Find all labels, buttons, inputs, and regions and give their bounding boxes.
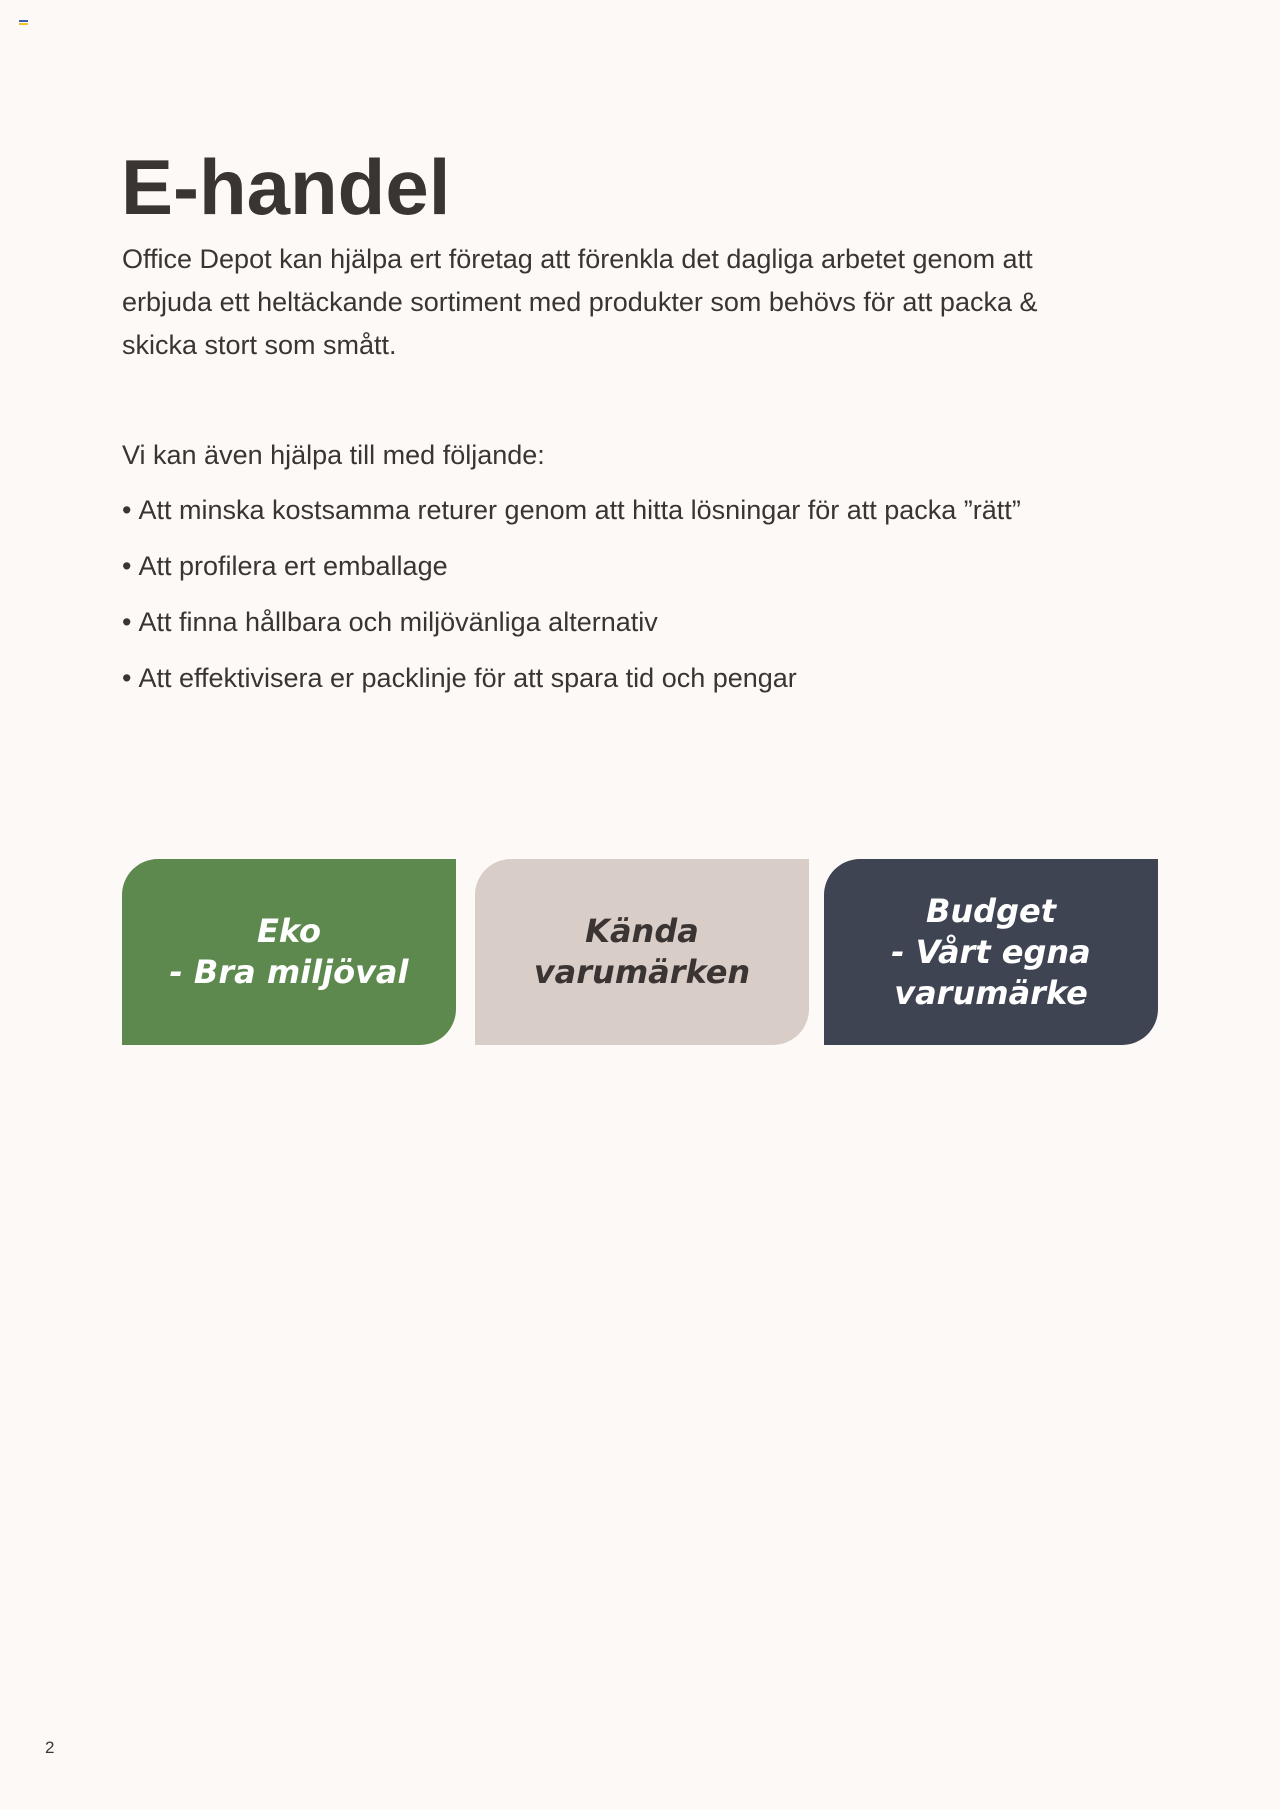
bullet-list: [122, 489, 1172, 713]
card-kanda-text: [534, 911, 750, 993]
lead-paragraph: Vi kan även hjälpa till med följande:: [122, 440, 545, 470]
intro-paragraph: Office Depot kan hjälpa ert företag att förenkla det dagliga arbetet genom att erbjuda ett heltäckande sortiment med produkter som behövs för att packa & skicka stort som smått.: [122, 244, 1038, 360]
page-title: E-handel: [121, 143, 451, 231]
card-budget-text: [891, 891, 1091, 1014]
bullet-item: • Att minska kostsamma returer genom att hitta lösningar för att packa ”rätt”: [122, 489, 1172, 532]
card-kanda-varumarken: [475, 859, 809, 1045]
card-kanda-line: varumärken: [533, 953, 751, 991]
page-number: 2: [45, 1738, 55, 1757]
card-eko-line: Eko: [257, 912, 321, 950]
swedish-flag-icon: [19, 20, 28, 27]
card-eko: [122, 859, 456, 1045]
card-kanda-line: Kända: [585, 912, 699, 950]
card-budget-line: Budget: [926, 891, 1056, 930]
card-eko-text: [170, 911, 409, 993]
category-cards: [122, 859, 1158, 1045]
bullet-item: • Att finna hållbara och miljövänliga alternativ: [122, 601, 1172, 644]
card-eko-line: - Bra miljöval: [169, 953, 409, 991]
card-budget: [824, 859, 1158, 1045]
card-budget-line: - Vårt egna: [891, 932, 1091, 971]
bullet-item: • Att profilera ert emballage: [122, 545, 1172, 588]
bullet-item: • Att effektivisera er packlinje för att spara tid och pengar: [122, 657, 1172, 700]
card-budget-line: varumärke: [894, 973, 1088, 1012]
